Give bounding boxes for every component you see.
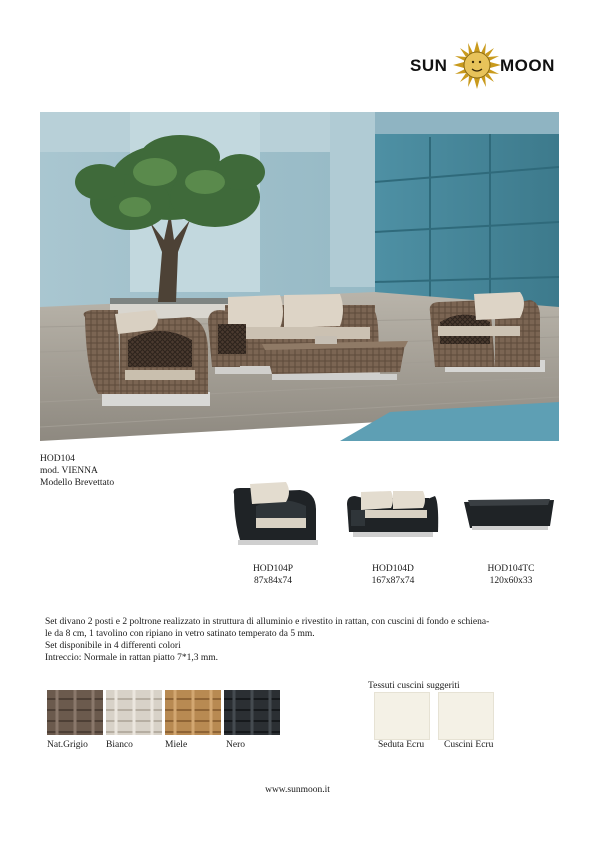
item-HOD104TC (466, 563, 556, 587)
coffee-table-icon (462, 498, 557, 532)
color-swatch-nero (224, 690, 280, 735)
item-dims: 120x60x33 (489, 576, 533, 586)
sun-moon-icon (452, 40, 502, 90)
website-link[interactable]: www.sunmoon.it (265, 785, 330, 795)
description-line: Set disponibile in 4 differenti colori (45, 641, 181, 651)
fabric-label: Seduta Ecru (378, 740, 425, 750)
color-label: Nero (226, 740, 245, 750)
color-label: Nat.Grigio (47, 740, 88, 750)
description-line: le da 8 cm, 1 tavolino con ripiano in vetro satinato temperato da 5 mm. (45, 629, 315, 639)
color-swatch-nat-grigio (47, 690, 103, 735)
product-info (40, 453, 114, 489)
item-code: HOD104P (252, 564, 294, 574)
logo-word-moon: MOON (500, 56, 555, 75)
product-description (45, 616, 555, 664)
description-line: Set divano 2 posti e 2 poltrone realizzato in struttura di alluminio e rivestito in rattan, con cuscini di fondo e schiena- (45, 617, 490, 627)
item-dims: 87x84x74 (254, 576, 292, 586)
description-line: Intreccio: Normale in rattan piatto 7*1,3 mm. (45, 653, 219, 663)
sofa-icon (345, 488, 440, 540)
fabric-label: Cuscini Ecru (444, 740, 494, 750)
armchair-icon (230, 480, 320, 550)
fabrics-title: Tessuti cuscini suggeriti (368, 681, 460, 691)
color-swatch-miele (165, 690, 221, 735)
item-HOD104P (228, 563, 318, 587)
item-HOD104D (348, 563, 438, 587)
logo-word-sun: SUN (410, 56, 448, 75)
product-model: mod. VIENNA (40, 466, 98, 476)
product-code: HOD104 (40, 454, 75, 464)
product-patent: Modello Brevettato (40, 478, 115, 488)
fabric-swatch-seduta-ecru (374, 692, 430, 740)
item-code: HOD104TC (487, 564, 535, 574)
color-label: Bianco (106, 740, 133, 750)
color-label: Miele (165, 740, 188, 750)
hero-photo (40, 112, 559, 441)
item-dims: 167x87x74 (371, 576, 415, 586)
fabric-swatch-cuscini-ecru (438, 692, 494, 740)
item-code: HOD104D (372, 564, 414, 574)
color-swatch-bianco (106, 690, 162, 735)
brand-logo (408, 40, 558, 90)
